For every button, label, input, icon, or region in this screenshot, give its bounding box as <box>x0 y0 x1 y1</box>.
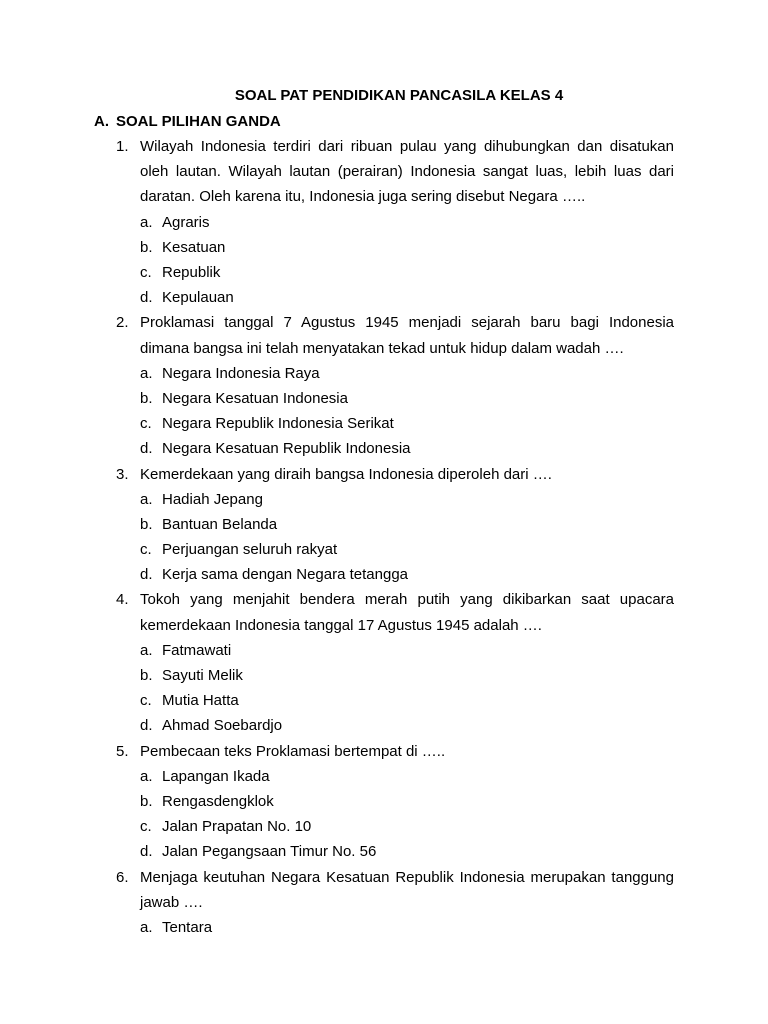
option-item <box>140 436 674 461</box>
option-text: Rengasdengklok <box>162 793 274 811</box>
option-item <box>140 537 674 562</box>
option-list <box>140 764 674 865</box>
question-4 <box>116 587 674 738</box>
option-text: Kepulauan <box>162 289 234 307</box>
question-number: 2. <box>116 314 129 332</box>
option-list <box>140 915 674 940</box>
option-item <box>140 361 674 386</box>
option-text: Ahmad Soebardjo <box>162 717 283 735</box>
option-letter: b. <box>140 238 153 256</box>
option-letter: c. <box>140 263 152 281</box>
option-item <box>140 688 674 713</box>
option-letter: a. <box>140 767 153 785</box>
option-text: Lapangan Ikada <box>162 767 270 785</box>
section-heading <box>94 110 768 134</box>
option-letter: c. <box>140 541 152 559</box>
option-item <box>140 713 674 738</box>
option-letter: c. <box>140 692 152 710</box>
option-item <box>140 285 674 310</box>
option-letter: b. <box>140 515 153 533</box>
option-text: Kesatuan <box>162 238 226 256</box>
question-number: 4. <box>116 591 129 609</box>
option-text: Negara Kesatuan Republik Indonesia <box>162 440 411 458</box>
option-text: Perjuangan seluruh rakyat <box>162 541 338 559</box>
question-text: Pembecaan teks Proklamasi bertempat di ….. <box>140 742 446 760</box>
option-text: Kerja sama dengan Negara tetangga <box>162 566 409 584</box>
option-item <box>140 663 674 688</box>
question-number: 6. <box>116 868 129 886</box>
option-list <box>140 487 674 588</box>
option-item <box>140 915 674 940</box>
option-letter: d. <box>140 440 153 458</box>
option-list <box>140 210 674 311</box>
option-letter: b. <box>140 667 153 685</box>
option-text: Bantuan Belanda <box>162 515 278 533</box>
option-item <box>140 260 674 285</box>
option-text: Agraris <box>162 213 210 231</box>
question-6 <box>116 865 674 941</box>
question-1 <box>116 134 674 310</box>
option-item <box>140 386 674 411</box>
option-letter: d. <box>140 717 153 735</box>
option-text: Negara Indonesia Raya <box>162 364 320 382</box>
option-letter: b. <box>140 389 153 407</box>
option-letter: d. <box>140 289 153 307</box>
question-number: 1. <box>116 138 129 155</box>
option-item <box>140 512 674 537</box>
section-label: SOAL PILIHAN GANDA <box>116 113 281 130</box>
question-text: Menjaga keutuhan Negara Kesatuan Republik Indonesia merupakan tanggung jawab …. <box>140 868 674 911</box>
option-item <box>140 789 674 814</box>
section-letter: A. <box>94 113 109 130</box>
option-item <box>140 487 674 512</box>
option-letter: a. <box>140 364 153 382</box>
option-text: Jalan Prapatan No. 10 <box>162 818 312 836</box>
option-list <box>140 361 674 462</box>
option-item <box>140 839 674 864</box>
option-item <box>140 814 674 839</box>
option-letter: d. <box>140 843 153 861</box>
option-text: Republik <box>162 263 221 281</box>
option-item <box>140 638 674 663</box>
option-letter: d. <box>140 566 153 584</box>
option-letter: a. <box>140 641 153 659</box>
question-number: 3. <box>116 465 129 483</box>
option-text: Jalan Pegangsaan Timur No. 56 <box>162 843 377 861</box>
question-text: Kemerdekaan yang diraih bangsa Indonesia diperoleh dari …. <box>140 465 552 483</box>
option-item <box>140 764 674 789</box>
option-text: Negara Kesatuan Indonesia <box>162 389 348 407</box>
option-letter: c. <box>140 818 152 836</box>
question-3 <box>116 462 674 588</box>
option-letter: b. <box>140 793 153 811</box>
question-list <box>0 134 768 940</box>
option-item <box>140 562 674 587</box>
document-title: SOAL PAT PENDIDIKAN PANCASILA KELAS 4 <box>234 87 564 104</box>
question-number: 5. <box>116 742 129 760</box>
option-letter: a. <box>140 213 153 231</box>
question-text: Proklamasi tanggal 7 Agustus 1945 menjadi sejarah baru bagi Indonesia dimana bangsa ini telah menyatakan tekad untuk hidup dalam wadah …. <box>140 314 674 357</box>
option-text: Tentara <box>162 918 213 936</box>
question-text: Wilayah Indonesia terdiri dari ribuan pulau yang dihubungkan dan disatukan oleh lautan. Wilayah lautan (perairan) Indonesia sangat luas, lebih luas dari daratan. Oleh karena itu, Indonesia juga sering disebut Negara ….. <box>140 138 674 206</box>
option-letter: c. <box>140 415 152 433</box>
option-item <box>140 235 674 260</box>
option-text: Sayuti Melik <box>162 667 243 685</box>
question-text: Tokoh yang menjahit bendera merah putih yang dikibarkan saat upacara kemerdekaan Indonesia tanggal 17 Agustus 1945 adalah …. <box>140 591 674 634</box>
question-2 <box>116 310 674 461</box>
option-list <box>140 638 674 739</box>
option-item <box>140 210 674 235</box>
option-letter: a. <box>140 490 153 508</box>
option-text: Mutia Hatta <box>162 692 239 710</box>
option-letter: a. <box>140 918 153 936</box>
question-5 <box>116 739 674 865</box>
option-text: Fatmawati <box>162 641 232 659</box>
option-text: Negara Republik Indonesia Serikat <box>162 415 394 433</box>
option-item <box>140 411 674 436</box>
option-text: Hadiah Jepang <box>162 490 263 508</box>
